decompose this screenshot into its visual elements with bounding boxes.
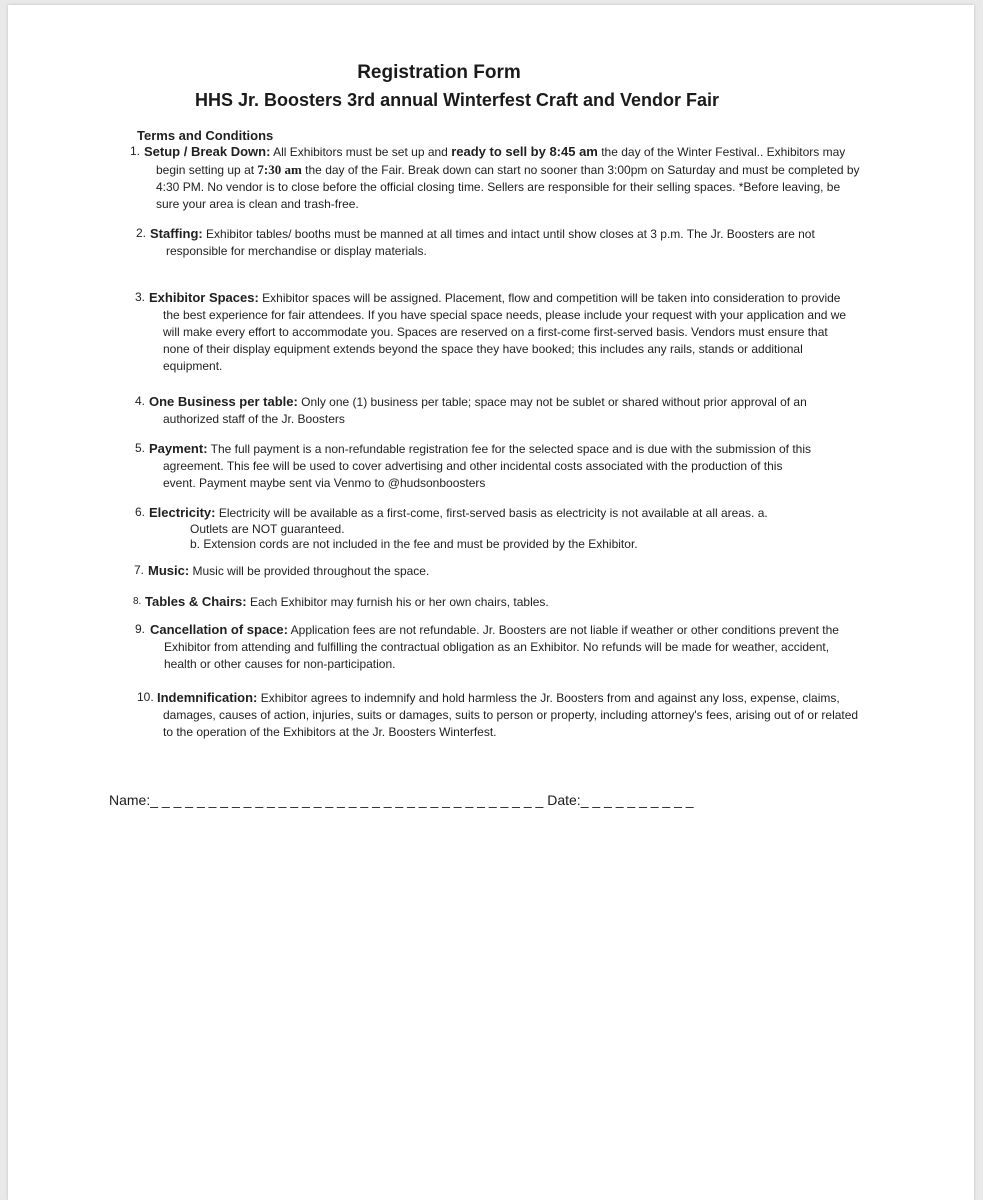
term-number: 2. <box>136 226 147 240</box>
term-text: Exhibitor from attending and fulfilling the contractual obligation as an Exhibitor. No refunds will be made for weather, accident, <box>164 640 830 654</box>
form-subtitle: HHS Jr. Boosters 3rd annual Winterfest Craft and Vendor Fair <box>195 90 719 110</box>
term-text: the day of the Winter Festival.. Exhibitors may <box>597 145 846 159</box>
term-text: Outlets are NOT guaranteed. <box>190 522 345 536</box>
term-text: equipment. <box>163 359 223 373</box>
term-text: agreement. This fee will be used to cover advertising and other incidental costs associated with the production of this <box>163 459 783 473</box>
term-text: Only one (1) business per table; space may not be sublet or shared without prior approval of an <box>297 395 807 409</box>
term-text: Exhibitor agrees to indemnify and hold harmless the Jr. Boosters from and against any loss, expense, claims, <box>257 691 840 705</box>
term-text: health or other causes for non-participation. <box>164 657 396 671</box>
term-number: 7. <box>134 563 145 577</box>
signature-line <box>109 792 694 808</box>
name-label: Name: <box>109 792 151 808</box>
term-text: Exhibitor tables/ booths must be manned at all times and intact until show closes at 3 p.m. The Jr. Boosters are not <box>202 227 815 241</box>
term-text: sure your area is clean and trash-free. <box>156 197 359 211</box>
term-text: begin setting up at <box>156 163 258 177</box>
term-heading: Cancellation of space: <box>150 622 288 637</box>
term-text-emphasis: 7:30 am <box>257 162 302 177</box>
term-text: Exhibitor spaces will be assigned. Placement, flow and competition will be taken into consideration to provide <box>258 291 841 305</box>
term-text: event. Payment maybe sent via Venmo to @hudsonboosters <box>163 476 486 490</box>
term-text: Application fees are not refundable. Jr. Boosters are not liable if weather or other conditions prevent the <box>287 623 839 637</box>
term-text: b. Extension cords are not included in the fee and must be provided by the Exhibitor. <box>190 537 638 551</box>
term-number: 9. <box>135 622 146 636</box>
term-number: 10. <box>137 690 154 704</box>
date-label: Date: <box>547 792 581 808</box>
term-number: 3. <box>135 290 146 304</box>
term-text: to the operation of the Exhibitors at the Jr. Boosters Winterfest. <box>163 725 497 739</box>
term-text: All Exhibitors must be set up and <box>270 145 452 159</box>
terms-heading: Terms and Conditions <box>137 128 274 143</box>
term-text: 4:30 PM. No vendor is to close before the official closing time. Sellers are responsible for their selling spaces. *Before leaving, be <box>156 180 841 194</box>
term-number: 8. <box>133 596 142 607</box>
term-text: will make every effort to accommodate you. Spaces are reserved on a first-come first-served basis. Vendors must ensure that <box>163 325 828 339</box>
term-text: The full payment is a non-refundable registration fee for the selected space and is due with the submission of this <box>207 442 811 456</box>
term-text: the best experience for fair attendees. If you have special space needs, please include your request with your application and we <box>163 308 847 322</box>
term-text: the day of the Fair. Break down can start no sooner than 3:00pm on Saturday and must be completed by <box>301 163 860 177</box>
term-heading: Tables & Chairs: <box>145 594 247 609</box>
term-text-emphasis: ready to sell by 8:45 am <box>451 144 598 159</box>
term-text: none of their display equipment extends beyond the space they have booked; this includes any rails, stands or additional <box>163 342 803 356</box>
term-number: 4. <box>135 394 146 408</box>
term-heading: Electricity: <box>149 505 216 520</box>
term-text: damages, causes of action, injuries, suits or damages, suits to person or property, including attorney's fees, arising out of or related <box>163 708 859 722</box>
term-text: Electricity will be available as a first-come, first-served basis as electricity is not available at all areas. a. <box>215 506 768 520</box>
term-heading: Setup / Break Down: <box>144 144 271 159</box>
term-heading: One Business per table: <box>149 394 298 409</box>
term-text: Music will be provided throughout the space. <box>189 564 430 578</box>
term-heading: Staffing: <box>150 226 203 241</box>
term-heading: Music: <box>148 563 190 578</box>
term-text: responsible for merchandise or display materials. <box>166 244 427 258</box>
term-heading: Exhibitor Spaces: <box>149 290 259 305</box>
name-field[interactable]: _ _ _ _ _ _ _ _ _ _ _ _ _ _ _ _ _ _ _ _ _ _ _ _ _ _ _ _ _ _ _ _ _ _ <box>150 792 544 808</box>
date-field[interactable]: _ _ _ _ _ _ _ _ _ _ <box>580 792 694 808</box>
term-heading: Indemnification: <box>157 690 258 705</box>
term-number: 6. <box>135 505 146 519</box>
term-number: 5. <box>135 441 146 455</box>
term-number: 1. <box>130 144 141 158</box>
term-heading: Payment: <box>149 441 208 456</box>
term-text: Each Exhibitor may furnish his or her own chairs, tables. <box>246 595 549 609</box>
form-title: Registration Form <box>357 62 521 83</box>
term-text: authorized staff of the Jr. Boosters <box>163 412 345 426</box>
document-page <box>8 5 974 1200</box>
